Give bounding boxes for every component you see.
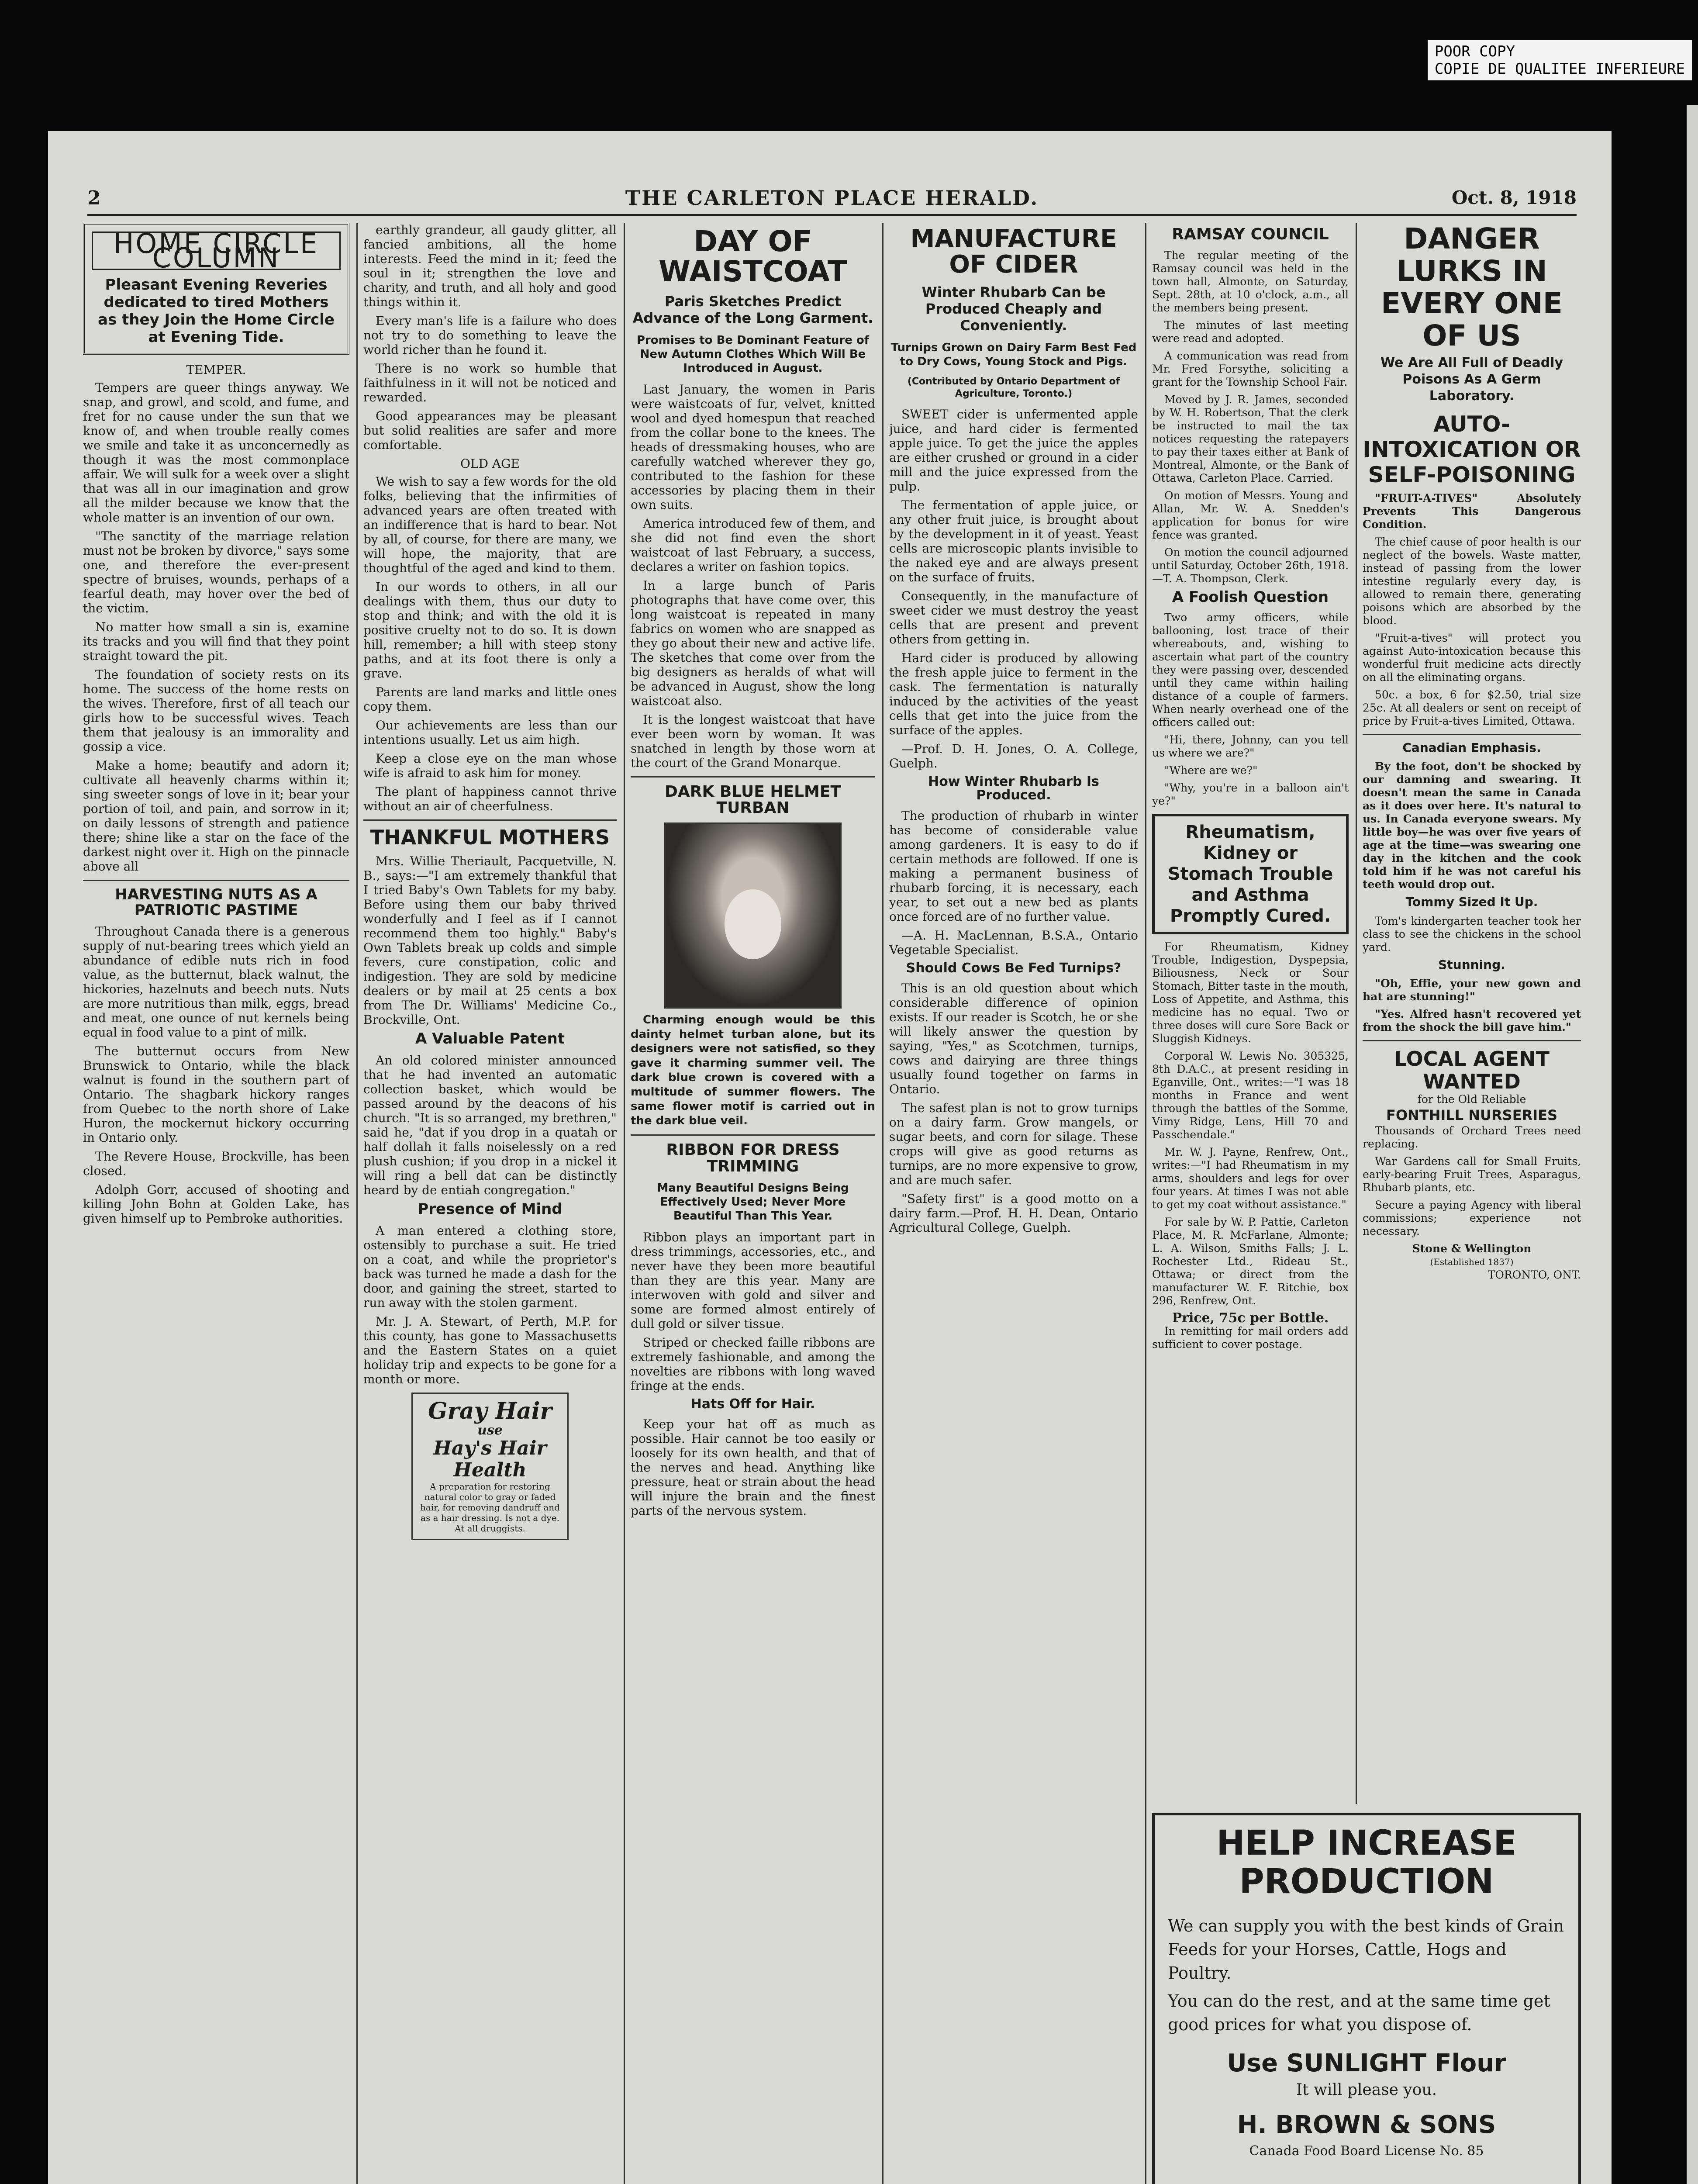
- winter-rhubarb-headline: How Winter Rhubarb Is Produced.: [928, 774, 1099, 803]
- stunning-headline: Stunning.: [1438, 957, 1505, 972]
- article-text: "Why, you're in a balloon ain't ye?": [1152, 781, 1349, 808]
- column-rule: [624, 223, 625, 2184]
- production-title-line-2: PRODUCTION: [1239, 1862, 1494, 1901]
- home-circle-header: [83, 223, 349, 355]
- fonthill-nurseries: FONTHILL NURSERIES: [1386, 1107, 1558, 1124]
- ad-text: 50c. a box, 6 for $2.50, trial size 25c. At all dealers or sent on receipt of price by Fruit-a-tives Limited, Ottawa.: [1363, 688, 1581, 727]
- gray-hair-ad-line-3: Hay's Hair Health: [433, 1437, 547, 1481]
- ramsay-council-headline: RAMSAY COUNCIL: [1172, 225, 1329, 243]
- article-text: A man entered a clothing store, ostensibly to purchase a suit. He tried on a coat, and while the proprietor's back was turned he made a dash for the door, and gaining the street, started to run away with the stolen garment.: [363, 1223, 617, 1310]
- page-number: 2: [87, 187, 101, 209]
- sunlight-flour: Use SUNLIGHT Flour: [1227, 2049, 1506, 2077]
- column-two: [363, 223, 617, 2184]
- article-text: SWEET cider is unfermented apple juice, and hard cider is fermented apple juice. To get the juice the apples are either crushed or ground in a cider mill and the juice expressed from the pulp.: [889, 407, 1138, 494]
- divider: [631, 1134, 875, 1136]
- column-four: [889, 223, 1138, 2184]
- cider-deck: Turnips Grown on Dairy Farm Best Fed to Dry Cows, Young Stock and Pigs.: [890, 341, 1137, 368]
- article-text: The production of rhubarb in winter has become of considerable value among gardeners. It is easy to do if certain methods are followed. If one is making a permanent business of rhubarb forcing, it is necessary, each year, to set out a new bed as plants once forced are of no further value.: [889, 808, 1138, 924]
- article-text: We wish to say a few words for the old folks, believing that the infirmities of advanced years are often treated with an indifference that is hard to bear. Not by all, of course, for there are many, we will hope, the majority, that are thoughtful of the aged and kind to them.: [363, 474, 617, 575]
- local-agent-sub: for the Old Reliable: [1417, 1093, 1526, 1106]
- article-text: Keep your hat off as much as possible. Hair cannot be too easily or loosely for its own health, and that of the nerves and head. Anything like pressure, heat or strain about the head will injure the brain and the finest parts of the nervous system.: [631, 1417, 875, 1518]
- article-text: Moved by J. R. James, seconded by W. H. Robertson, That the clerk be instructed to mail the tax notices requesting the ratepayers to pay their taxes either at Bank of Montreal, Almonte, or the Bank of Ottawa, Carleton Place. Carried.: [1152, 393, 1349, 484]
- article-text: Mr. J. A. Stewart, of Perth, M.P. for this county, has gone to Massachusetts and the Eastern States on a quiet holiday trip and expects to be gone for a month or more.: [363, 1314, 617, 1386]
- article-text: The minutes of last meeting were read and adopted.: [1152, 318, 1349, 345]
- poor-copy-stamp: [1428, 40, 1692, 80]
- stamp-line-1: POOR COPY: [1434, 43, 1515, 60]
- canadian-emphasis-headline: Canadian Emphasis.: [1402, 740, 1541, 755]
- nursery-city: TORONTO, ONT.: [1487, 1268, 1581, 1282]
- article-text: "The sanctity of the marriage relation must not be broken by divorce," says some one, and therefore the ever-present spectre of bruises, wounds, perhaps of a fearful death, may hover over the bed of the victim.: [83, 529, 349, 615]
- news-brief: Adolph Gorr, accused of shooting and killing John Bohn at Golden Lake, has given himself up to Pembroke authorities.: [83, 1182, 349, 1226]
- article-text: "Hi, there, Johnny, can you tell us where we are?": [1152, 733, 1349, 760]
- presence-of-mind-headline: Presence of Mind: [418, 1200, 563, 1218]
- danger-lurks-headline: DANGER LURKS IN EVERY ONE OF US: [1381, 223, 1563, 352]
- production-ad-text: We can supply you with the best kinds of Grain Feeds for your Horses, Cattle, Hogs and Poultry.: [1168, 1916, 1564, 1983]
- article-text: "Oh, Effie, your new gown and hat are stunning!": [1363, 977, 1581, 1003]
- day-of-waistcoat-deck: Promises to Be Dominant Feature of New Autumn Clothes Which Will Be Introduced in August.: [636, 333, 870, 375]
- ad-text: In remitting for mail orders add sufficient to cover postage.: [1152, 1325, 1349, 1351]
- day-of-waistcoat-headline: DAY OF WAISTCOAT: [659, 225, 847, 289]
- home-circle-title: HOME CIRCLE COLUMN: [92, 232, 341, 270]
- ad-text: Thousands of Orchard Trees need replacing.: [1363, 1124, 1581, 1151]
- article-text: earthly grandeur, all gaudy glitter, all fancied ambitions, all the home interests. Feed the mind in it; feed the soul in it; strengthen the love and charity, and truth, and all holy and good things within it.: [363, 223, 617, 309]
- article-text: Two army officers, while ballooning, lost trace of their whereabouts, and, wishing to ascertain what part of the country they were passing over, descended until they came within hailing distance of a couple of farmers. When nearly overhead one of the officers called out:: [1152, 611, 1349, 729]
- article-text: Tom's kindergarten teacher took her class to see the chickens in the school yard.: [1363, 914, 1581, 954]
- ad-text: "FRUIT-A-TIVES" Absolutely Prevents This Dangerous Condition.: [1363, 492, 1581, 531]
- tommy-headline: Tommy Sized It Up.: [1405, 895, 1538, 909]
- article-text: This is an old question about which considerable difference of opinion exists. If our reader is Scotch, he or she will likely answer the question by saying, "Yes," as Scotchmen, turnips, cows and dairying are three things usually found together on farms in Ontario.: [889, 981, 1138, 1097]
- article-text: It is the longest waistcoat that have ever been worn by woman. It was snatched in length by those worn at the court of the Grand Monarque.: [631, 712, 875, 770]
- article-text: Keep a close eye on the man whose wife is afraid to ask him for money.: [363, 751, 617, 780]
- ribbon-trimming-headline: RIBBON FOR DRESS TRIMMING: [666, 1141, 840, 1175]
- article-text: Mrs. Willie Theriault, Pacquetville, N. B., says:—"I am extremely thankful that I tried Baby's Own Tablets for my baby. Before using them our baby thrived wonderfully and I feel as if I cannot recommend them too highly." Baby's Own Tablets break up colds and simple fevers, cure constipation, colic and indigestion. They are sold by medicine dealers or by mail at 25 cents a box from The Dr. Williams' Medicine Co., Brockville, Ont.: [363, 854, 617, 1027]
- h-brown-sons: H. BROWN & SONS: [1237, 2111, 1496, 2139]
- column-three: [631, 223, 875, 2184]
- rheumatism-price: Price, 75c per Bottle.: [1172, 1310, 1329, 1326]
- article-text: "Yes. Alfred hasn't recovered yet from the shock the bill gave him.": [1363, 1008, 1581, 1034]
- column-rule: [1145, 223, 1146, 2184]
- sunlight-please: It will please you.: [1296, 2081, 1437, 2099]
- divider: [363, 819, 617, 821]
- ad-text: Corporal W. Lewis No. 305325, 8th D.A.C., at present residing in Eganville, Ont., writes:—"I was 18 months in France and went through the battles of the Somme, Vimy Ridge, Lens, Hill 70 and Passchendale.": [1152, 1050, 1349, 1141]
- article-text: Parents are land marks and little ones copy them.: [363, 685, 617, 714]
- article-text: Tempers are queer things anyway. We snap, and growl, and scold, and fume, and fret for no cause under the sun that we know of, and when trouble really comes we smile and take it as unconcernedly as though it was the most commonplace affair. We will sulk for a week over a slight that was all in our imagination and grow all the milder because we know that the whole matter is an invention of our own.: [83, 380, 349, 525]
- gray-hair-ad-fine-print: A preparation for restoring natural color to gray or faded hair, for removing dandruff and as a hair dressing. Is not a dye. At all druggists.: [420, 1481, 560, 1534]
- article-text: Make a home; beautify and adorn it; cultivate all heavenly charms within it; sing sweeter songs of love in it; bear your portion of toil, and pain, and sorrow in it; on daily lessons of strength and patience there; shine like a star on the face of the darkest night over it. High on the pinnacle above all: [83, 758, 349, 874]
- ad-text: For sale by W. P. Pattie, Carleton Place, M. R. McFarlane, Almonte; L. A. Wilson, Smiths Falls; J. L. Rochester Ltd., Rideau St., Ottawa; or direct from the manufacturer W. F. Ritchie, box 296, Renfrew, Ont.: [1152, 1216, 1349, 1307]
- article-text: Hard cider is produced by allowing the fresh apple juice to ferment in the cask. The fermentation is naturally induced by the activities of the yeast cells that get into the juice from the surface of the apples.: [889, 650, 1138, 737]
- production-ad-box: [1152, 1813, 1581, 2184]
- article-text: A communication was read from Mr. Fred Forsythe, soliciting a grant for the Township School Fair.: [1152, 349, 1349, 388]
- old-age-label: OLD AGE: [460, 456, 520, 471]
- article-text: Good appearances may be pleasant but solid realities are safer and more comfortable.: [363, 409, 617, 452]
- article-text: The foundation of society rests on its home. The success of the home rests on the wives. Therefore, first of all teach our girls how to be successful wives. Teach them that jealousy is an immorality and gossip a vice.: [83, 667, 349, 754]
- adjacent-page-edge: [1687, 105, 1698, 2184]
- photo-caption: Charming enough would be this dainty helmet turban alone, but its designers were not satisfied, so they gave it charming summer veil. The dark blue crown is covered with a multitude of summer flowers. The same flower motif is carried out in the dark blue veil.: [631, 1013, 875, 1128]
- thankful-mothers-headline: THANKFUL MOTHERS: [370, 826, 610, 849]
- author-signature: "Safety first" is a good motto on a dairy farm.—Prof. H. H. Dean, Ontario Agricultural College, Guelph.: [889, 1192, 1138, 1235]
- article-text: The regular meeting of the Ramsay council was held in the town hall, Almonte, on Saturday, Sept. 28th, at 10 o'clock, a.m., all the members being present.: [1152, 249, 1349, 314]
- tempers-label: TEMPER.: [186, 363, 246, 377]
- article-text: Last January, the women in Paris were waistcoats of fur, velvet, knitted wool and dyed homespun that reached from the collar bone to the knees. The heads of dressmaking houses, who are carefully watched wherever they go, contributed to the fashion for these accessories by placing them in their own suits.: [631, 382, 875, 512]
- article-text: There is no work so humble that faithfulness in it will not be noticed and rewarded.: [363, 361, 617, 404]
- divider: [1363, 734, 1581, 735]
- rheumatism-ad-box: [1152, 814, 1349, 934]
- local-agent-headline: LOCAL AGENT WANTED: [1394, 1047, 1550, 1094]
- newspaper-page: [48, 131, 1612, 2184]
- photo-face: [725, 889, 781, 959]
- food-board-license: Canada Food Board License No. 85: [1249, 2143, 1484, 2159]
- paper-title: THE CARLETON PLACE HERALD.: [625, 186, 1039, 210]
- article-text: Striped or checked faille ribbons are extremely fashionable, and among the novelties are ribbons with long waved fringe at the ends.: [631, 1335, 875, 1393]
- article-text: The safest plan is not to grow turnips on a dairy farm. Grow mangels, or sugar beets, and corn for silage. These crops will give as good returns as turnips, are no more expensive to grow, and are much safer.: [889, 1101, 1138, 1188]
- article-text: The plant of happiness cannot thrive without an air of cheerfulness.: [363, 784, 617, 813]
- article-text: In our words to others, in all our dealings with them, thus our duty to stop and think; and with the old it is positive cruelty not to do so. It is down hill, remember; a hill with steep stony paths, and at its foot there is only a grave.: [363, 580, 617, 681]
- production-ad-text-2: You can do the rest, and at the same time get good prices for what you dispose of.: [1168, 1991, 1550, 2034]
- gray-hair-ad-line-1: Gray Hair: [428, 1397, 552, 1424]
- cider-subtitle: Winter Rhubarb Can be Produced Cheaply and Conveniently.: [921, 283, 1106, 334]
- divider: [631, 776, 875, 778]
- foolish-question-headline: A Foolish Question: [1172, 588, 1329, 606]
- help-increase-production-ad: [1152, 1813, 1581, 2184]
- helmet-turban-headline: DARK BLUE HELMET TURBAN: [665, 782, 841, 817]
- nursery-firm: Stone & Wellington: [1412, 1242, 1532, 1255]
- day-of-waistcoat-subtitle: Paris Sketches Predict Advance of the Long Garment.: [632, 293, 873, 326]
- gray-hair-ad: [411, 1393, 569, 1540]
- column-six: [1363, 223, 1581, 1804]
- article-text: On motion of Messrs. Young and Allan, Mr. W. A. Snedden's application for bonus for wire fence was granted.: [1152, 489, 1349, 541]
- article-text: An old colored minister announced that he had invented an automatic collection basket, which would be passed around by the deacons of his church. "It is so arranged, my brethren," said he, "dat if you drop in a quatah or half dollah it falls noiselessly on a red plush cushion; if you drop in a nickel it will ring a bell dat can be distinctly heard by de entiah congregation.": [363, 1053, 617, 1197]
- column-rule: [1356, 223, 1357, 1804]
- hats-off-headline: Hats Off for Hair.: [690, 1396, 815, 1412]
- gray-hair-ad-line-2: use: [477, 1422, 503, 1438]
- article-text: Throughout Canada there is a generous supply of nut-bearing trees which yield an abundance of edible nuts rich in food value, as the butternut, black walnut, the hickories, hazelnuts and beech nuts. Nuts are more nutritious than milk, eggs, bread and meat, one ounce of nut kernels being equal in food value to a pint of milk.: [83, 924, 349, 1040]
- article-text: The butternut occurs from New Brunswick to Ontario, while the black walnut is found in the southern part of Ontario. The shagbark hickory ranges from Quebec to the north shore of Lake Huron, the mockernut hickory occurring in Ontario only.: [83, 1044, 349, 1145]
- article-text: "Where are we?": [1164, 764, 1258, 777]
- rheumatism-ad-title: Rheumatism, Kidney or Stomach Trouble and Asthma Promptly Cured.: [1167, 822, 1333, 926]
- article-text: Every man's life is a failure who does not try to do something to leave the world richer than he found it.: [363, 314, 617, 357]
- ad-text: The chief cause of poor health is our neglect of the bowels. Waste matter, instead of passing from the lower intestine regularly every day, is allowed to remain there, generating poisons which are absorbed by the blood.: [1363, 536, 1581, 627]
- production-title-line-1: HELP INCREASE: [1216, 1824, 1517, 1863]
- article-text: Ribbon plays an important part in dress trimmings, accessories, etc., and never have they been more beautiful than they are this year. Many are interwoven with gold and silver and some are formed almost entirely of dull gold or silver tissue.: [631, 1230, 875, 1331]
- auto-intoxication-headline: AUTO-INTOXICATION OR SELF-POISONING: [1363, 411, 1581, 487]
- helmet-turban-photo: [664, 822, 842, 1009]
- danger-lurks-subtitle: We Are All Full of Deadly Poisons As A Germ Laboratory.: [1380, 355, 1563, 404]
- author-signature: —Prof. D. H. Jones, O. A. College, Guelph.: [889, 741, 1138, 771]
- ribbon-trimming-deck: Many Beautiful Designs Being Effectively Used; Never More Beautiful Than This Year.: [657, 1181, 849, 1223]
- cider-credit: (Contributed by Ontario Department of Agriculture, Toronto.): [907, 376, 1120, 399]
- harvesting-nuts-headline: HARVESTING NUTS AS A PATRIOTIC PASTIME: [115, 886, 318, 919]
- article-text: Our achievements are less than our intentions usually. Let us aim high.: [363, 718, 617, 747]
- divider: [1363, 1040, 1581, 1041]
- article-text: In a large bunch of Paris photographs that have come over, this long waistcoat is repeated in many fabrics on women who are snapped as they go about their new and active life. The sketches that come over from the big designers as heralds of what will be advanced in August, show the long waistcoat also.: [631, 578, 875, 708]
- column-home-circle: [83, 223, 349, 2184]
- ad-text: War Gardens call for Small Fruits, early-bearing Fruit Trees, Asparagus, Rhubarb plants, etc.: [1363, 1155, 1581, 1194]
- column-rule: [882, 223, 884, 2184]
- column-five: [1152, 223, 1349, 1804]
- issue-date: Oct. 8, 1918: [1451, 187, 1577, 208]
- ad-text: For Rheumatism, Kidney Trouble, Indigestion, Dyspepsia, Biliousness, Neck or Sour Stomach, Bitter taste in the mouth, Loss of Appetite, and Asthma, this medicine has no equal. Two or three doses will cure Sore Back or Sluggish Kidneys.: [1152, 940, 1349, 1045]
- article-text: On motion the council adjourned until Saturday, October 26th, 1918.—T. A. Thompson, Clerk.: [1152, 546, 1349, 585]
- column-rule: [356, 223, 358, 2184]
- masthead: [87, 183, 1577, 216]
- turnips-headline: Should Cows Be Fed Turnips?: [906, 960, 1122, 976]
- author-signature: —A. H. MacLennan, B.S.A., Ontario Vegetable Specialist.: [889, 928, 1138, 957]
- valuable-patent-headline: A Valuable Patent: [415, 1030, 565, 1048]
- article-text: Consequently, in the manufacture of sweet cider we must destroy the yeast cells that are present and prevent others from getting in.: [889, 588, 1138, 646]
- home-circle-subtitle: Pleasant Evening Reveries dedicated to tired Mothers as they Join the Home Circle at Evening Tide.: [98, 276, 335, 346]
- ad-text: Secure a paying Agency with liberal commissions; experience not necessary.: [1363, 1199, 1581, 1238]
- article-text: By the foot, don't be shocked by our damning and swearing. It doesn't mean the same in Canada as it does over here. It's natural to us. In Canada everyone swears. My little boy—he was over five years of age at the time—was swearing one day in the kitchen and the cook told him if he was not careful his teeth would drop out.: [1363, 760, 1581, 891]
- article-text: America introduced few of them, and she did not find even the short waistcoat of last February, a success, declares a writer on fashion topics.: [631, 516, 875, 574]
- nursery-established: (Established 1837): [1430, 1257, 1514, 1268]
- divider: [83, 880, 349, 881]
- cider-headline: MANUFACTURE OF CIDER: [910, 225, 1117, 279]
- ad-text: "Fruit-a-tives" will protect you against Auto-intoxication because this wonderful fruit medicine acts directly on all the eliminating organs.: [1363, 632, 1581, 684]
- ad-text: Mr. W. J. Payne, Renfrew, Ont., writes:—"I had Rheumatism in my arms, shoulders and legs for over four years. At times I was not able to get my coat without assistance.": [1152, 1146, 1349, 1211]
- news-brief: The Revere House, Brockville, has been closed.: [83, 1149, 349, 1178]
- article-text: The fermentation of apple juice, or any other fruit juice, is brought about by the development in it of yeast. Yeast cells are microscopic plants invisible to the naked eye and are always present on the surface of fruits.: [889, 498, 1138, 584]
- stamp-line-2: COPIE DE QUALITEE INFERIEURE: [1434, 60, 1685, 78]
- article-text: No matter how small a sin is, examine its tracks and you will find that they point straight toward the pit.: [83, 620, 349, 663]
